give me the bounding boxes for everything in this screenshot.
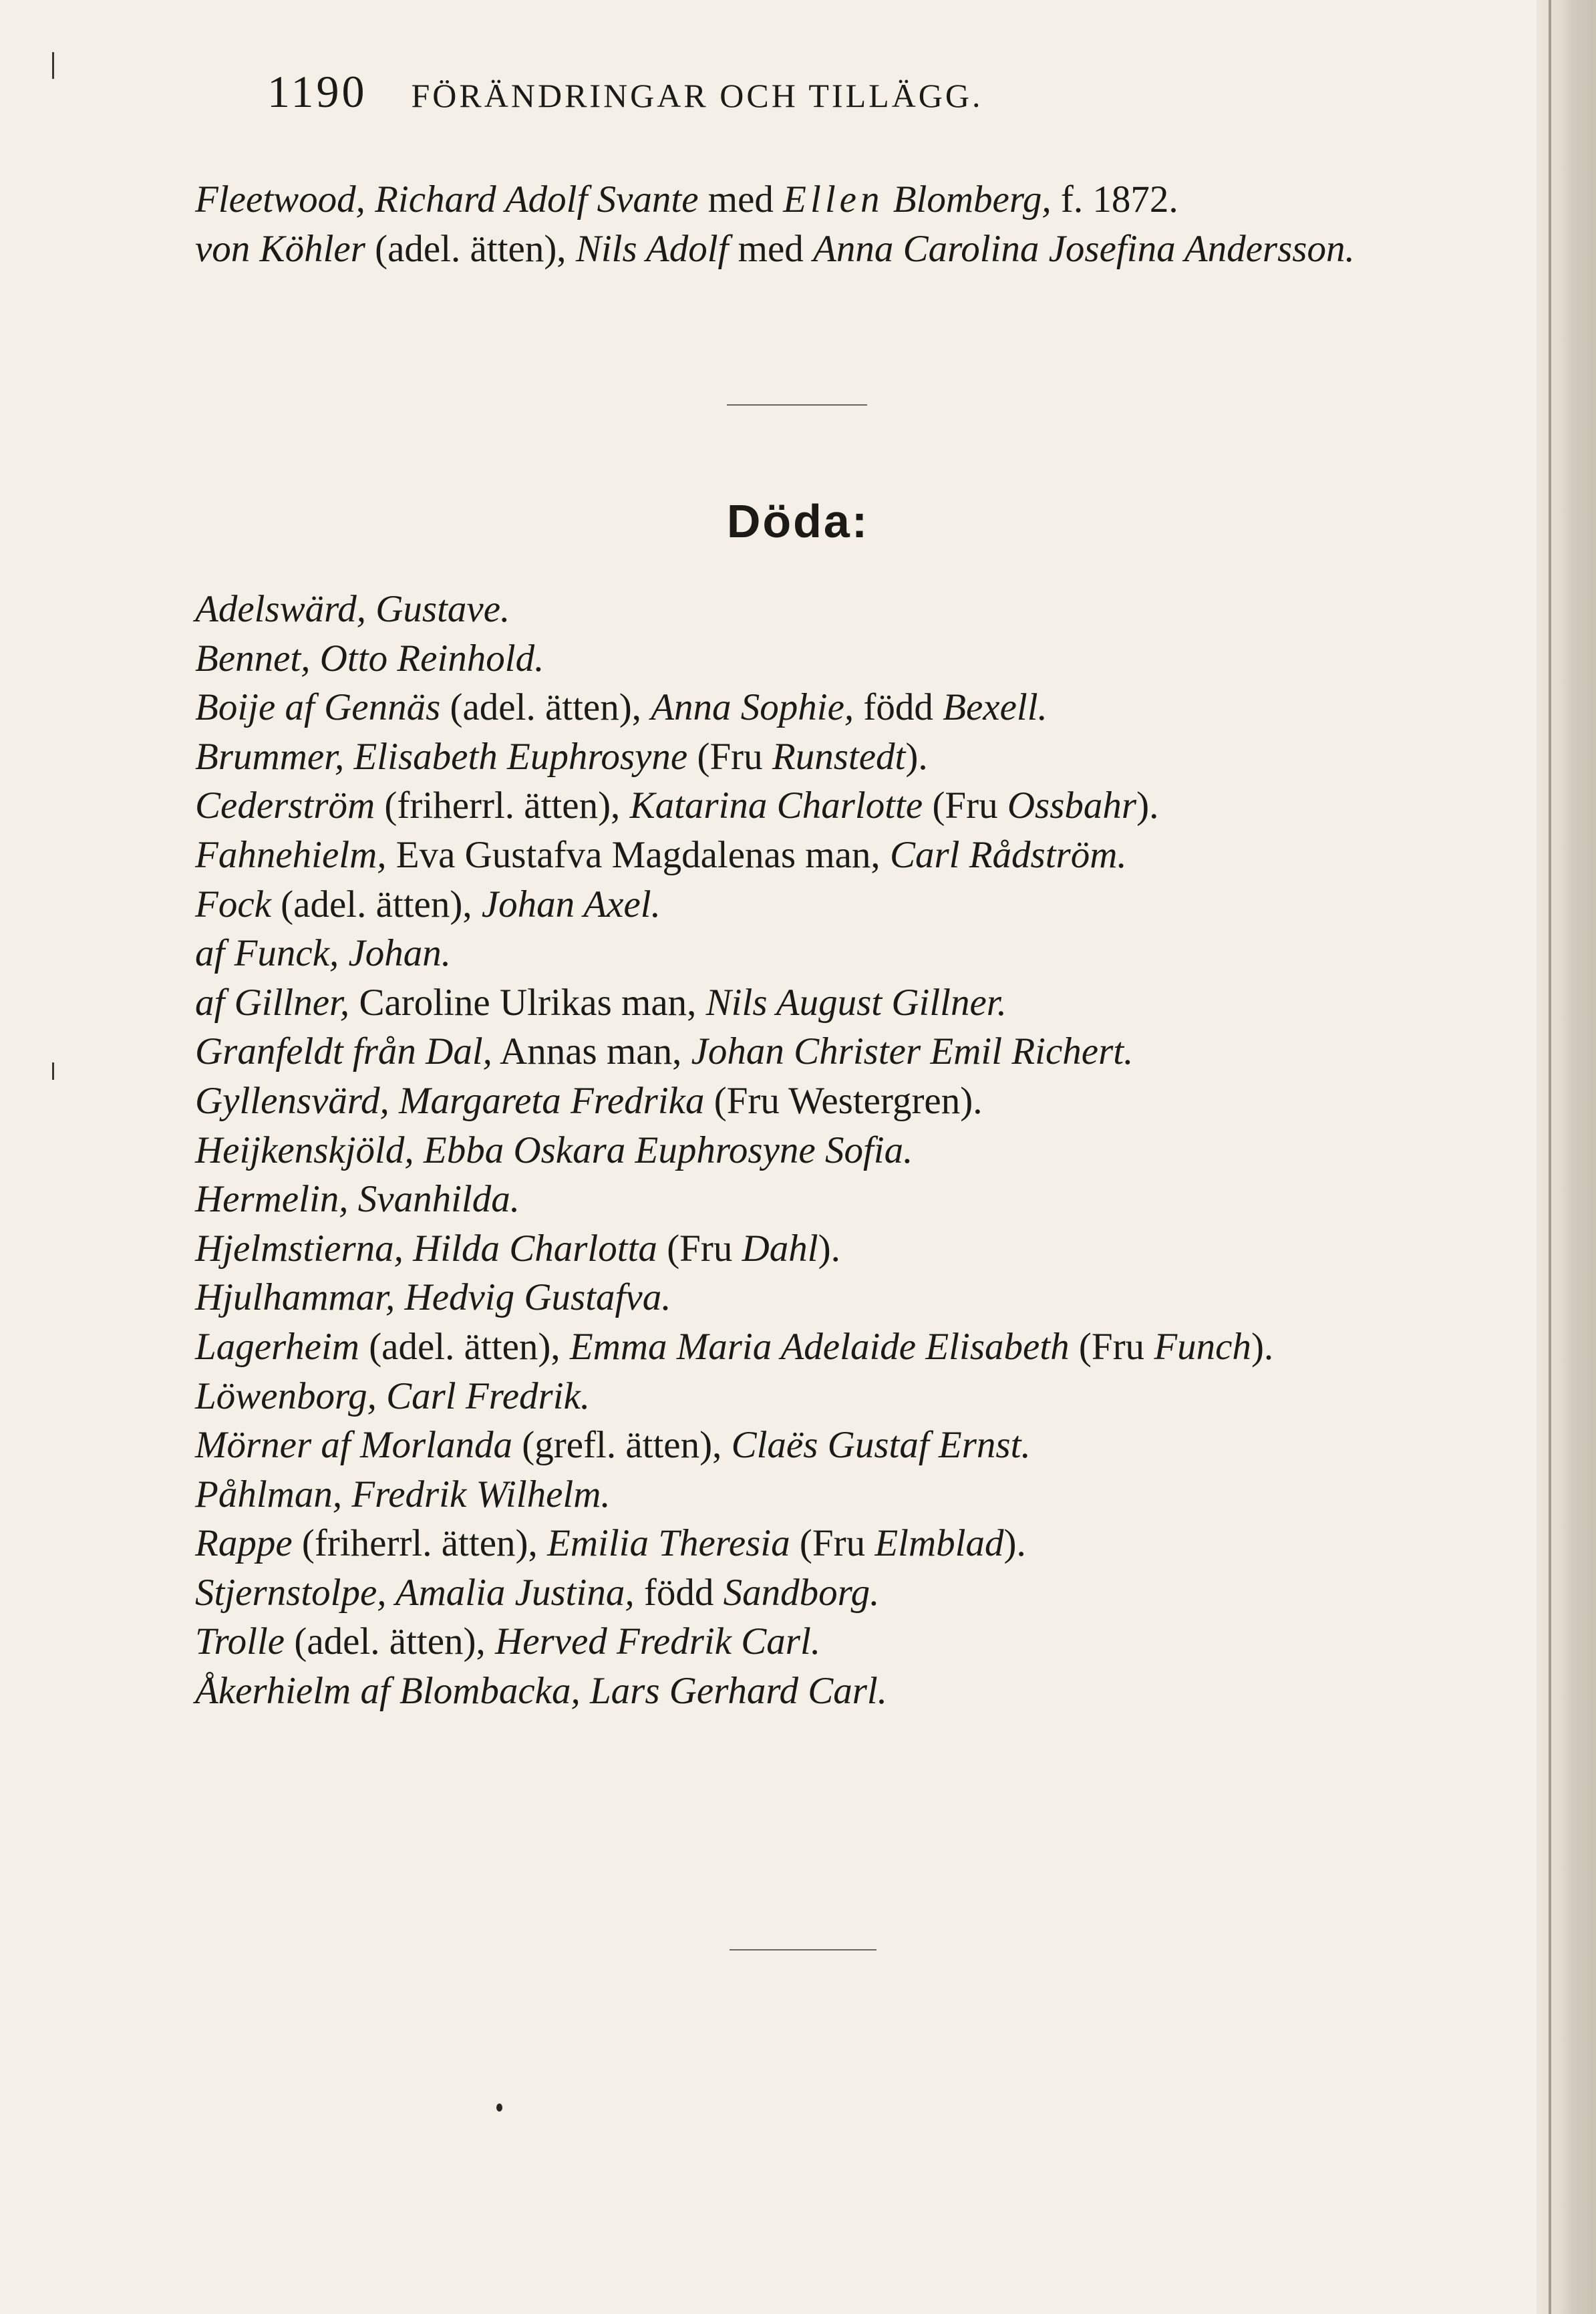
entry-text: Blomberg,	[893, 178, 1052, 221]
deceased-entry	[195, 1273, 1401, 1322]
entry-text: Gyllensvärd, Margareta Fredrika	[195, 1079, 705, 1122]
entry-text: Elmblad	[874, 1522, 1004, 1565]
entry-text: (adel. ätten),	[271, 883, 482, 925]
deceased-entry	[195, 732, 1401, 782]
entry-text: af Funck, Johan.	[195, 932, 452, 975]
entry-text: Eva Gustafva Magdalenas man,	[386, 833, 890, 876]
section-heading: Döda:	[726, 495, 870, 547]
entry-text: Richard Adolf Svante	[375, 178, 699, 221]
entry-text: Katarina Charlotte	[629, 784, 923, 827]
deceased-entry	[195, 585, 1401, 634]
entry-text: Cederström	[195, 784, 375, 827]
entry-text: (friherrl. ätten),	[375, 784, 630, 827]
section-divider	[727, 404, 867, 406]
entry-text: Nils August Gillner.	[705, 981, 1007, 1024]
entry-text: Bexell.	[943, 686, 1048, 729]
entry-text: (Fru	[657, 1227, 742, 1270]
deceased-entry	[195, 1421, 1401, 1470]
entry-text: af Gillner,	[195, 981, 350, 1024]
entry-text: med	[728, 227, 814, 270]
entry-text: Dahl	[742, 1227, 818, 1270]
deceased-entry	[195, 1076, 1401, 1126]
entry-text: Granfeldt från Dal,	[195, 1030, 492, 1073]
entry-text: Emilia Theresia	[547, 1522, 790, 1565]
running-header	[267, 61, 983, 122]
entry-text: Anna Carolina Josefina Andersson.	[813, 227, 1355, 270]
entry-text	[365, 178, 375, 221]
addition-entry	[195, 175, 1401, 225]
margin-mark	[52, 1062, 54, 1080]
deceased-entry	[195, 831, 1401, 880]
entry-text: Fleetwood,	[195, 178, 365, 221]
entry-text: Mörner af Morlanda	[195, 1424, 512, 1467]
entry-text: Adelswärd, Gustave.	[195, 588, 510, 630]
entry-text: Ellen	[783, 178, 884, 221]
entry-text: Heijkenskjöld, Ebba Oskara Euphrosyne Sofia.	[195, 1129, 913, 1171]
entry-text: Fahnehielm,	[195, 833, 387, 876]
addition-entry	[195, 225, 1401, 274]
deceased-entry	[195, 978, 1401, 1028]
entry-text: (friherrl. ätten),	[292, 1522, 548, 1565]
entry-text: Bennet, Otto Reinhold.	[195, 637, 544, 680]
end-divider	[730, 1949, 876, 1950]
entry-text: Stjernstolpe, Amalia Justina,	[195, 1571, 635, 1614]
entry-text: ).	[905, 735, 928, 778]
entry-text: Boije af Gennäs	[195, 686, 441, 729]
entry-text: Åkerhielm af Blombacka, Lars Gerhard Carl.	[195, 1670, 887, 1713]
entry-text: Anna Sophie,	[651, 686, 854, 729]
entry-text: Herved Fredrik Carl.	[495, 1620, 821, 1663]
entry-text: Hjulhammar, Hedvig Gustafva.	[195, 1276, 671, 1319]
entry-text: född	[854, 686, 943, 729]
entry-text: (Fru	[790, 1522, 875, 1565]
entry-text: Påhlman, Fredrik Wilhelm.	[195, 1473, 611, 1515]
entry-text: Emma Maria Adelaide Elisabeth	[569, 1325, 1070, 1368]
entry-text: Fock	[195, 883, 271, 925]
deceased-entry	[195, 929, 1401, 978]
entry-text: Nils Adolf	[575, 227, 729, 270]
deceased-entry	[195, 880, 1401, 929]
entry-text: (Fru	[923, 784, 1007, 827]
deceased-entry	[195, 1568, 1401, 1618]
deceased-entry	[195, 634, 1401, 684]
entry-text: (Fru	[1069, 1325, 1154, 1368]
deceased-entry	[195, 1322, 1401, 1372]
top-entries	[195, 175, 1401, 273]
deceased-entry	[195, 1372, 1401, 1421]
entry-text: Claës Gustaf Ernst.	[731, 1424, 1031, 1467]
entry-text: Ossbahr	[1007, 784, 1137, 827]
deceased-entry	[195, 1175, 1401, 1224]
deceased-entry	[195, 781, 1401, 831]
deceased-entry	[195, 1519, 1401, 1568]
entry-text: ).	[1003, 1522, 1026, 1565]
entry-text: Hermelin, Svanhilda.	[195, 1178, 520, 1221]
page-number: 1190	[267, 66, 367, 117]
entry-text: Trolle	[195, 1620, 285, 1663]
deceased-entry	[195, 683, 1401, 732]
entry-text: Brummer, Elisabeth Euphrosyne	[195, 735, 688, 778]
entry-text: (adel. ätten),	[359, 1325, 570, 1368]
entry-text: född	[634, 1571, 724, 1614]
entry-text: ).	[1136, 784, 1159, 827]
deceased-entry	[195, 1126, 1401, 1175]
entry-text: Löwenborg, Carl Fredrik.	[195, 1375, 591, 1417]
entry-text: Johan Christer Emil Richert.	[691, 1030, 1134, 1073]
margin-mark	[52, 52, 54, 79]
page-edge-line	[1549, 0, 1551, 2314]
entry-text: Johan Axel.	[481, 883, 661, 925]
entry-text: Sandborg.	[723, 1571, 880, 1614]
entry-text: Caroline Ulrikas man,	[349, 981, 706, 1024]
entry-text: Runstedt	[772, 735, 906, 778]
deceased-entry	[195, 1027, 1401, 1076]
entry-text: med	[698, 178, 784, 221]
entry-text: Lagerheim	[195, 1325, 359, 1368]
entry-text: von Köhler	[195, 227, 365, 270]
deceased-entry	[195, 1470, 1401, 1520]
ink-dot	[496, 2104, 502, 2112]
entry-text	[883, 178, 893, 221]
entry-text: (adel. ätten),	[365, 227, 576, 270]
running-title: FÖRÄNDRINGAR OCH TILLÄGG.	[411, 77, 983, 114]
entry-text: ).	[818, 1227, 840, 1270]
deceased-entry	[195, 1224, 1401, 1274]
entry-text: (Fru	[687, 735, 772, 778]
entry-text: f. 1872.	[1051, 178, 1178, 221]
deceased-entry	[195, 1667, 1401, 1716]
entry-text: (adel. ätten),	[440, 686, 651, 729]
page-gutter-shadow	[1537, 0, 1596, 2314]
entry-text: (adel. ätten),	[285, 1620, 496, 1663]
entry-text: Carl Rådström.	[889, 833, 1127, 876]
entry-text: (grefl. ätten),	[512, 1424, 732, 1467]
entry-text: Annas man,	[492, 1030, 691, 1073]
deceased-list	[195, 585, 1401, 1716]
entry-text: Funch	[1154, 1325, 1251, 1368]
entry-text: Hjelmstierna, Hilda Charlotta	[195, 1227, 657, 1270]
entry-text: (Fru Westergren).	[704, 1079, 983, 1122]
entry-text: ).	[1251, 1325, 1274, 1368]
entry-text: Rappe	[195, 1522, 293, 1565]
deceased-entry	[195, 1617, 1401, 1667]
